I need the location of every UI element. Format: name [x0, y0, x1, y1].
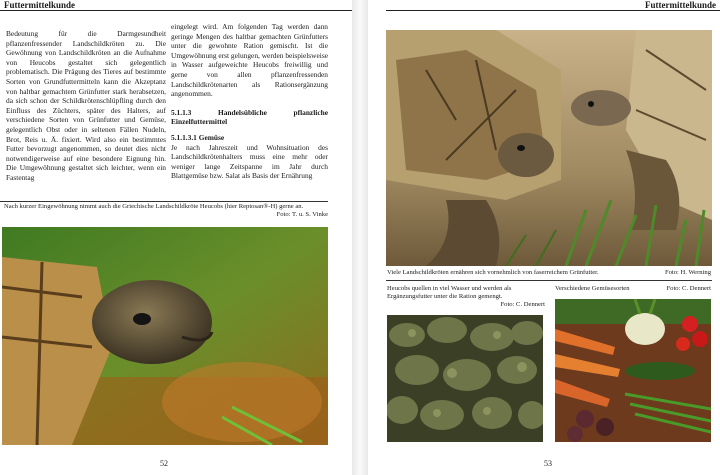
- photo-caption-top: [387, 269, 711, 277]
- photo-greek-tortoise-eating: [2, 227, 328, 445]
- caption-text: Heucobs quellen in viel Wasser und werden als Ergänzungsfutter unter die Ration gemengt.: [387, 285, 512, 300]
- photo-caption: [4, 203, 328, 219]
- running-header-left: Futtermittelkunde: [4, 0, 75, 10]
- right-page: [368, 0, 720, 475]
- section-heading: 5.1.1.3 Handelsübliche pflanzliche Einzelfuttermittel: [171, 107, 328, 127]
- photo-two-tortoises: [386, 30, 712, 266]
- body-text: Je nach Jahreszeit und Wohnsituation des Landschildkrötenhalters muss eine mehr oder weniger lange Zeitspanne im Jahr durch Blattgemüse bzw. Salat als Basis der Ernährung: [171, 142, 328, 181]
- left-column-1: [6, 29, 166, 183]
- caption-text: Verschiedene Gemüsesorten: [555, 285, 630, 292]
- book-gutter: [352, 0, 368, 475]
- left-page: [0, 0, 352, 475]
- left-column-2: [171, 22, 328, 181]
- photo-credit: Foto: H. Werning: [664, 269, 711, 276]
- caption-rule: [0, 201, 328, 202]
- subsection-heading: 5.1.1.3.1 Gemüse: [171, 132, 225, 142]
- photo-credit: Foto: C. Dennert: [666, 285, 711, 292]
- running-header-right: Futtermittelkunde: [645, 0, 716, 10]
- photo-assorted-vegetables: [555, 299, 711, 442]
- caption-text: Nach kurzer Eingewöhnung nimmt auch die Griechische Landschildkröte Heucobs (hier Reptosan®-H) gerne an.: [4, 203, 304, 210]
- page-number-right: 53: [544, 459, 552, 468]
- body-text: eingelegt wird. Am folgenden Tag werden dann geringe Mengen des haltbar gemachten Grünfutters unter die gewohnte Ration gemischt. Ist die Umgewöhnung erst gelungen, werden beispielsweise in Wasser aufgeweichte Heucobs freiwillig und gerne von allen pflanzenfressenden Landschildkrötenarten als Rationsergänzung angenommen.: [171, 22, 329, 99]
- header-rule-right: [386, 10, 720, 11]
- body-text: Bedeutung für die Darmgesundheit pflanzenfressender Landschildkröten zu. Die Gewöhnung von Landschildkröten an die Aufnahme von Heucobs gestaltet sich gelegentlich problematisch. Die Prägung des Tieres auf bestimmte Sorten von Grundfuttermitteln kann die Akzeptanz von haltbar gemachtem Grünfutter stark herabsetzen, da sich schon der Schildkrötenschlüpfling durch den Einfluss des Züchters, später des Halters, auf verschiedene Sorten von Grünfutter und Gemüse, gelegentlich Obst oder in seltenen Fällen Nudeln, Brot, Reis u. Ä. fixiert. Wird also ein bestimmtes Futter bevorzugt angenommen, so deutet dies nicht notwendigerweise auf eine besondere Eignung hin. Die Umgewöhnung gestaltet sich leichter, wenn ein Fastentag: [6, 29, 166, 182]
- photo-credit: Foto: C. Dennert: [500, 301, 545, 308]
- photo-caption-heucobs: [387, 285, 545, 309]
- photo-soaked-heucobs: [387, 315, 543, 442]
- page-number-left: 52: [160, 459, 168, 468]
- header-rule-left: [0, 10, 352, 11]
- caption-text: Viele Landschildkröten ernähren sich vornehmlich von faserreichem Grünfutter.: [387, 269, 599, 276]
- caption-rule: [386, 280, 712, 281]
- photo-caption-vegetables: [555, 285, 711, 293]
- photo-credit: Foto: T. u. S. Vinke: [276, 211, 328, 218]
